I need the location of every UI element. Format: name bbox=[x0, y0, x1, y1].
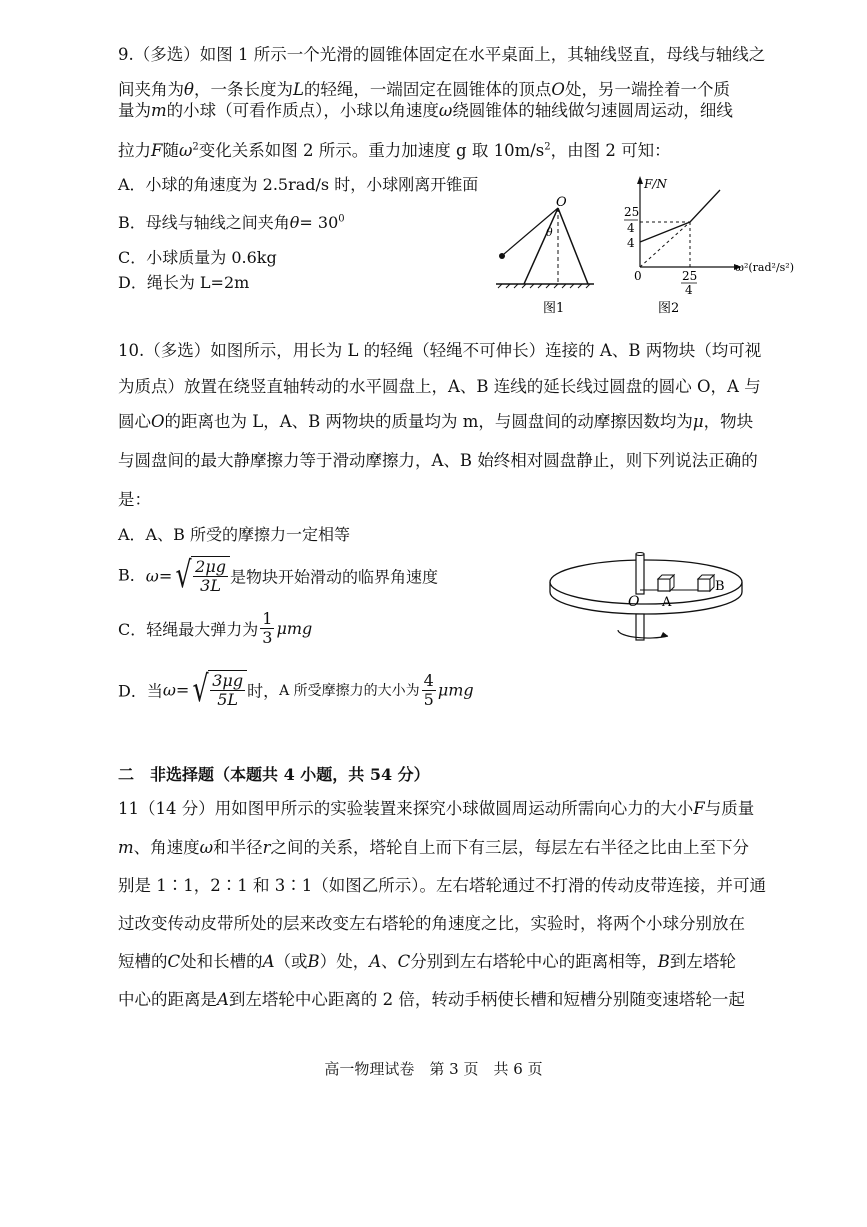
ball-icon bbox=[499, 253, 505, 259]
q11-line-4: 过改变传动皮带所处的层来改变左右塔轮的角速度之比，实验时，将两个小球分别放在 bbox=[118, 914, 745, 933]
fraction-denominator: 5L bbox=[217, 690, 239, 709]
var-a: A bbox=[262, 952, 275, 971]
text: ，由图 2 可知： bbox=[550, 141, 671, 160]
text: 、角速度 bbox=[133, 838, 200, 857]
text: ，物块 bbox=[703, 412, 754, 431]
q10-line-4: 与圆盘间的最大静摩擦力等于滑动摩擦力，A、B 始终相对圆盘静止，则下列说法正确的 bbox=[118, 451, 758, 470]
text: 分别到左右塔轮中心的距离相等， bbox=[410, 952, 658, 971]
q11-line-2 bbox=[118, 837, 749, 859]
text: 处和长槽的 bbox=[180, 952, 263, 971]
fig2-x-label: ω²(rad²/s²) bbox=[735, 261, 794, 274]
text: 处，另一端拴着一个质 bbox=[564, 80, 730, 99]
var-b: B bbox=[307, 952, 320, 971]
var-m: m bbox=[118, 838, 134, 857]
q10-line-2: 为质点）放置在绕竖直轴转动的水平圆盘上，A、B 连线的延长线过圆盘的圆心 O，A 与 bbox=[118, 377, 761, 396]
superscript: 2 bbox=[544, 141, 551, 153]
text: 的距离也为 L，A、B 两物块的质量均为 m，与圆盘间的动摩擦因数均为 bbox=[164, 412, 693, 431]
fig2-origin: 0 bbox=[634, 269, 642, 283]
fraction-numerator: 3μg bbox=[212, 671, 244, 690]
var-c: C bbox=[167, 952, 181, 971]
text: 的小球（可看作质点），小球以角速度 bbox=[166, 101, 439, 120]
text: B． bbox=[118, 565, 146, 585]
text: μmg bbox=[437, 680, 474, 700]
disc-label-o: O bbox=[628, 594, 640, 610]
text: ）处， bbox=[319, 952, 370, 971]
text: 随 bbox=[162, 141, 179, 160]
fig2-x-tick-den: 4 bbox=[685, 283, 693, 297]
q9-option-a: A．小球的角速度为 2.5rad/s 时，小球刚离开锥面 bbox=[118, 175, 479, 194]
q10-line-3 bbox=[118, 411, 753, 433]
text: 间夹角为 bbox=[118, 80, 184, 99]
text: 短槽的 bbox=[118, 952, 168, 971]
text: 量为 bbox=[118, 101, 151, 120]
fig1-caption: 图1 bbox=[543, 301, 565, 316]
fig2-y-tick-num: 25 bbox=[624, 205, 640, 219]
q9-option-b bbox=[118, 212, 345, 234]
mu-symbol: μ bbox=[692, 412, 704, 431]
fraction-denominator: 3L bbox=[200, 576, 221, 595]
text: 、 bbox=[381, 952, 398, 971]
var-a: A bbox=[369, 952, 382, 971]
text: 中心的距离是 bbox=[118, 990, 217, 1009]
var-O: O bbox=[151, 412, 165, 431]
var-L: L bbox=[292, 80, 304, 99]
omega-symbol: ω bbox=[199, 838, 214, 857]
disc-label-a: A bbox=[662, 595, 672, 610]
fig2-y-tick-den: 4 bbox=[627, 221, 635, 235]
text: 是物块开始滑动的临界角速度 bbox=[230, 567, 439, 587]
fraction-numerator: 1 bbox=[262, 609, 273, 628]
text: μmg bbox=[276, 619, 313, 638]
text: （或 bbox=[274, 952, 308, 971]
fraction-numerator: 2μg bbox=[195, 557, 226, 576]
text: ，一条长度为 bbox=[193, 80, 293, 99]
var-r: r bbox=[262, 838, 271, 857]
page-footer: 高一物理试卷 第 3 页 共 6 页 bbox=[324, 1060, 543, 1078]
rotating-disc-figure bbox=[540, 552, 750, 652]
fraction-denominator: 3 bbox=[262, 628, 273, 647]
var-m: m bbox=[151, 101, 167, 120]
sqrt-icon: √ bbox=[175, 555, 192, 596]
q9-line-4 bbox=[118, 140, 671, 162]
text: = bbox=[175, 680, 190, 700]
var-a: A bbox=[217, 990, 229, 1009]
text: 与质量 bbox=[704, 799, 755, 818]
var-O: O bbox=[551, 80, 565, 99]
text: 到左塔轮 bbox=[669, 952, 736, 971]
sqrt-icon: √ bbox=[192, 669, 209, 710]
fig2-caption: 图2 bbox=[658, 301, 680, 316]
var-F: F bbox=[693, 799, 705, 818]
q10-option-b bbox=[118, 556, 438, 596]
omega-symbol: ω bbox=[178, 141, 193, 160]
section-2-title: 二 非选择题（本题共 4 小题，共 54 分） bbox=[118, 765, 430, 784]
fig2-y-tick-2: 4 bbox=[627, 236, 635, 250]
q9-option-c: C．小球质量为 0.6kg bbox=[118, 248, 277, 267]
figure-1-cone bbox=[488, 192, 600, 318]
omega-symbol: ω bbox=[162, 680, 176, 700]
fraction-denominator: 5 bbox=[423, 689, 434, 709]
text: D．当 bbox=[118, 681, 163, 701]
figure-2-graph bbox=[622, 172, 812, 318]
q9-line-2 bbox=[118, 79, 730, 101]
text: = 30 bbox=[299, 213, 339, 232]
q11-line-6 bbox=[118, 989, 745, 1011]
q10-option-d bbox=[118, 670, 474, 710]
q9-option-d: D．绳长为 L=2m bbox=[118, 273, 250, 292]
disc-label-b: B bbox=[715, 579, 725, 594]
fig1-angle-theta: θ bbox=[546, 226, 553, 239]
q11-line-5 bbox=[118, 951, 736, 973]
text: = bbox=[158, 566, 173, 586]
text: 11（14 分）用如图甲所示的实验装置来探究小球做圆周运动所需向心力的大小 bbox=[118, 799, 694, 818]
q10-line-5: 是： bbox=[118, 490, 151, 509]
superscript: 2 bbox=[192, 141, 199, 153]
q11-line-1 bbox=[118, 798, 754, 820]
sqrt-expression bbox=[189, 670, 247, 710]
fig1-point-o: O bbox=[556, 195, 567, 210]
q9-line-1: 9.（多选）如图 1 所示一个光滑的圆锥体固定在水平桌面上，其轴线竖直，母线与轴线之 bbox=[118, 45, 766, 64]
fig2-y-label: F/N bbox=[644, 177, 667, 191]
theta-symbol: θ bbox=[184, 80, 194, 99]
text: 绕圆锥体的轴线做匀速圆周运动，细线 bbox=[452, 101, 733, 120]
var-b: B bbox=[657, 952, 670, 971]
superscript: 0 bbox=[338, 213, 345, 225]
text: A 所受摩擦力的大小为 bbox=[279, 683, 420, 699]
q10-option-c bbox=[118, 610, 312, 647]
text: B．母线与轴线之间夹角 bbox=[118, 213, 290, 232]
q10-option-a: A．A、B 所受的摩擦力一定相等 bbox=[118, 525, 350, 544]
fig2-x-tick-num: 25 bbox=[682, 269, 698, 283]
q9-line-3 bbox=[118, 100, 733, 122]
omega-symbol: ω bbox=[438, 101, 453, 120]
q11-line-3: 别是 1∶1，2∶1 和 3∶1（如图乙所示）。左右塔轮通过不打滑的传动皮带连接，并可通 bbox=[118, 876, 766, 895]
omega-symbol: ω bbox=[145, 566, 159, 586]
theta-symbol: θ bbox=[289, 213, 300, 232]
block-b bbox=[698, 575, 714, 591]
text: C．轻绳最大弹力为 bbox=[118, 620, 259, 639]
text: 时， bbox=[247, 681, 280, 701]
text: 到左塔轮中心距离的 2 倍，转动手柄使长槽和短槽分别随变速塔轮一起 bbox=[228, 990, 745, 1009]
text: 拉力 bbox=[118, 141, 151, 160]
sqrt-expression bbox=[172, 556, 230, 596]
fraction-numerator: 4 bbox=[423, 670, 434, 690]
block-a bbox=[658, 575, 674, 591]
text: 和半径 bbox=[213, 838, 263, 857]
q10-line-1: 10.（多选）如图所示，用长为 L 的轻绳（轻绳不可伸长）连接的 A、B 两物块（均可视 bbox=[118, 341, 762, 360]
text: 变化关系如图 2 所示。重力加速度 g 取 10m/s bbox=[198, 141, 545, 160]
text: 的轻绳，一端固定在圆锥体的顶点 bbox=[303, 80, 552, 99]
text: 圆心 bbox=[118, 412, 151, 431]
var-c: C bbox=[397, 952, 411, 971]
var-F: F bbox=[151, 141, 163, 160]
text: 之间的关系，塔轮自上而下有三层，每层左右半径之比由上至下分 bbox=[270, 838, 750, 857]
